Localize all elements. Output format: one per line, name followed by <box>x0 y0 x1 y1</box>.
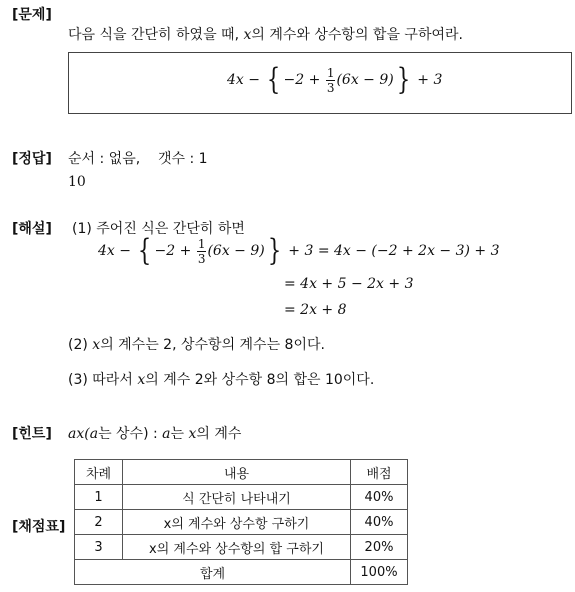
grading-table <box>74 459 408 585</box>
problem-expression: 4x − { −2 + $\frac{1}{3}$ (6x − 9)} + 3 <box>227 62 443 97</box>
header-order: 차례 <box>75 460 123 485</box>
answer-label: [정답] <box>12 151 52 167</box>
row-score: 40% <box>351 485 408 510</box>
table-row <box>75 510 408 535</box>
answer-count: 갯수 : 1 <box>158 151 208 167</box>
header-score: 배점 <box>351 460 408 485</box>
hint-text: ax(a는 상수) : a는 x의 계수 <box>68 426 242 442</box>
solution-step2: (2) x의 계수는 2, 상수항의 계수는 8이다. <box>68 337 325 353</box>
total-score: 100% <box>351 560 408 585</box>
row-no: 2 <box>75 510 123 535</box>
row-score: 40% <box>351 510 408 535</box>
problem-expression-box <box>68 52 572 114</box>
hint-label: [힌트] <box>12 426 52 442</box>
grading-header-row <box>75 460 408 485</box>
solution-line1: 4x − { −2 + $\frac{1}{3}$ (6x − 9)} + 3 = 4x − (−2 + 2x − 3) + 3 <box>98 233 500 268</box>
problem-statement: 다음 식을 간단히 하였을 때, x의 계수와 상수항의 합을 구하여라. <box>68 27 463 43</box>
total-label: 합계 <box>75 560 351 585</box>
row-no: 1 <box>75 485 123 510</box>
grading-total-row <box>75 560 408 585</box>
row-content: x의 계수와 상수항 구하기 <box>123 510 351 535</box>
solution-step3: (3) 따라서 x의 계수 2와 상수항 8의 합은 10이다. <box>68 372 375 388</box>
row-content: x의 계수와 상수항의 합 구하기 <box>123 535 351 560</box>
grading-label: [채점표] <box>12 519 66 535</box>
solution-line2: = 4x + 5 − 2x + 3 <box>284 276 414 292</box>
row-score: 20% <box>351 535 408 560</box>
row-no: 3 <box>75 535 123 560</box>
answer-order: 순서 : 없음, <box>68 151 141 167</box>
answer-value: 10 <box>68 174 86 190</box>
solution-step1: (1) 주어진 식은 간단히 하면 <box>72 221 245 237</box>
problem-label: [문제] <box>12 7 52 23</box>
solution-line3: = 2x + 8 <box>284 302 347 318</box>
header-content: 내용 <box>123 460 351 485</box>
table-row <box>75 535 408 560</box>
solution-label: [해설] <box>12 221 52 237</box>
row-content: 식 간단히 나타내기 <box>123 485 351 510</box>
table-row <box>75 485 408 510</box>
